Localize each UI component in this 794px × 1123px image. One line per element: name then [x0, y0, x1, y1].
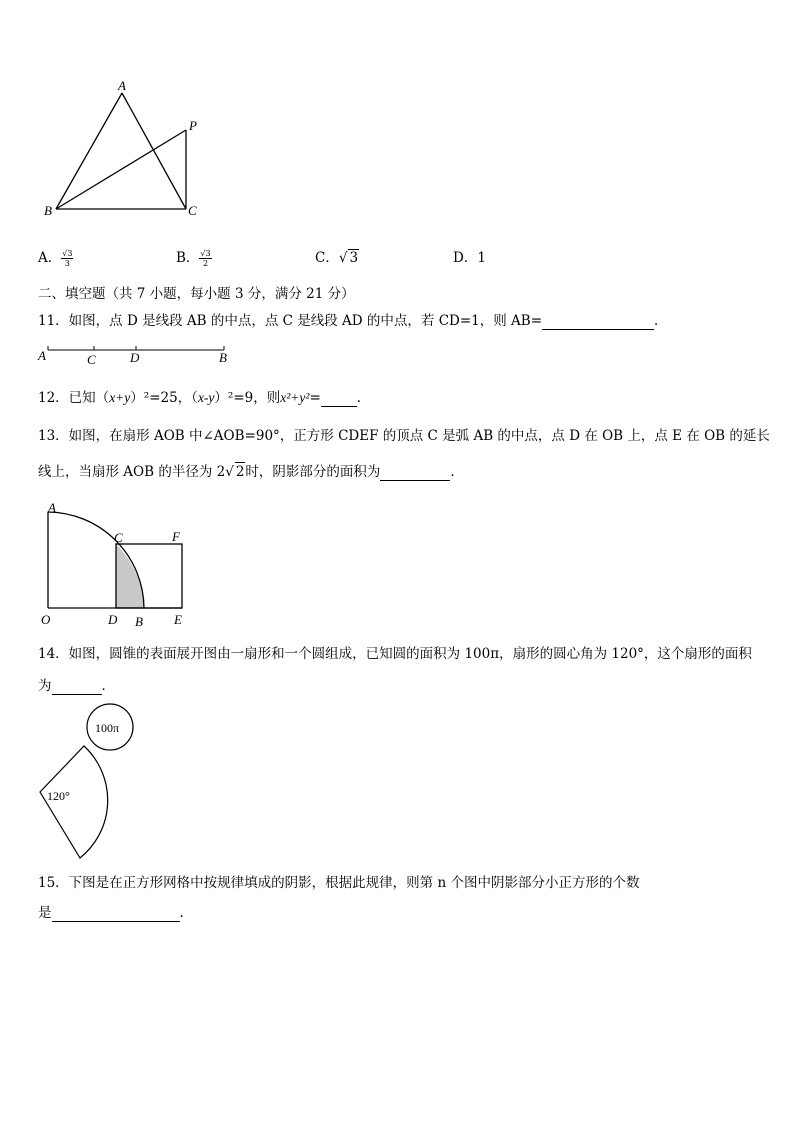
label-b: B: [219, 350, 227, 365]
label-c: C: [87, 352, 96, 367]
option-d-letter: D．: [453, 250, 478, 266]
option-a-numerator: √3: [62, 249, 73, 258]
question-13-end: ．: [450, 464, 464, 480]
question-13-radius-text: 线上，当扇形 AOB 的半径为 2: [38, 464, 226, 480]
option-b-numerator: √3: [200, 249, 211, 258]
question-13-line1: 13．如图，在扇形 AOB 中∠AOB=90°，正方形 CDEF 的顶点 C 是弧 AB 的中点，点 D 在 OB 上，点 E 在 OB 的延长: [38, 428, 770, 444]
option-d: [453, 246, 486, 266]
option-c-letter: C．: [315, 250, 339, 266]
question-11-end: ．: [654, 313, 668, 329]
cone-net-figure: [36, 700, 156, 862]
label-a: A: [48, 500, 56, 515]
angle-label: 120°: [47, 789, 70, 803]
answer-blank-13[interactable]: [380, 466, 450, 481]
answer-blank-14[interactable]: [52, 680, 102, 695]
question-14-prefix: 为: [38, 678, 52, 694]
label-a: A: [38, 348, 46, 363]
question-15-end: ．: [179, 905, 193, 921]
label-b: B: [135, 614, 143, 629]
option-b-denominator: 2: [202, 259, 209, 268]
answer-blank-12[interactable]: [321, 392, 357, 407]
label-b: B: [44, 203, 52, 218]
question-14-line2: [38, 677, 115, 695]
question-14-line1: 14．如图，圆锥的表面展开图由一扇形和一个圆组成，已知圆的面积为 100π，扇形的圆心角为 120°，这个扇形的面积: [38, 646, 752, 662]
expr-squares: x²+y²: [280, 390, 310, 405]
expr-sum: x+y: [109, 390, 131, 405]
radical-sign: √: [225, 464, 234, 480]
question-11-text: 11．如图，点 D 是线段 AB 的中点，点 C 是线段 AD 的中点，若 CD=1，则 AB=: [38, 313, 543, 329]
segment-ab: [56, 93, 122, 209]
label-d: D: [108, 612, 118, 627]
expr-diff: x-y: [197, 390, 215, 405]
question-12-mid2: ）²=9，则: [214, 390, 281, 406]
question-11: [38, 312, 668, 330]
question-14-end: ．: [101, 678, 115, 694]
question-12-mid1: ）²=25，（: [130, 390, 198, 406]
circle-area-label: 100π: [95, 721, 120, 735]
sector-square-figure: [36, 498, 196, 630]
label-a: A: [118, 78, 126, 93]
number-line-figure: [36, 340, 236, 370]
question-13-line2: [38, 462, 464, 481]
option-b: [176, 246, 212, 268]
question-12: [38, 389, 370, 407]
label-p: P: [189, 118, 197, 133]
option-a-fraction: [61, 249, 73, 268]
label-f: F: [172, 529, 180, 544]
option-a-letter: A．: [38, 250, 62, 266]
shaded-region: [116, 544, 144, 608]
option-b-letter: B．: [176, 250, 200, 266]
question-12-end: ．: [356, 390, 371, 406]
radical-sign: √: [338, 250, 348, 266]
section-heading: 二、填空题（共 7 小题，每小题 3 分，满分 21 分）: [38, 286, 355, 302]
option-a: [38, 246, 73, 268]
triangle-figure: [30, 75, 220, 225]
label-c: C: [114, 530, 123, 545]
option-a-denominator: 3: [64, 259, 70, 268]
segment-bp: [56, 130, 186, 209]
question-12-prefix: 12．已知（: [38, 390, 110, 406]
option-c-value: 3: [349, 250, 359, 266]
question-15-line1: 15．下图是在正方形网格中按规律填成的阴影，根据此规律，则第 n 个图中阴影部分小正方形的个数: [38, 875, 640, 891]
option-d-value: 1: [477, 250, 486, 266]
question-12-mid3: =: [309, 390, 321, 406]
label-d: D: [130, 350, 140, 365]
label-c: C: [188, 203, 197, 218]
question-13-rest: 时，阴影部分的面积为: [245, 464, 381, 480]
question-15-prefix: 是: [38, 905, 52, 921]
segment-ac: [122, 93, 186, 209]
answer-blank-11[interactable]: [542, 315, 654, 330]
radical-value: 2: [235, 464, 245, 480]
question-15-line2: [38, 904, 193, 922]
label-o: O: [41, 612, 51, 627]
option-b-fraction: [199, 249, 211, 268]
option-c: [315, 246, 359, 266]
answer-blank-15[interactable]: [52, 907, 180, 922]
label-e: E: [174, 612, 182, 627]
